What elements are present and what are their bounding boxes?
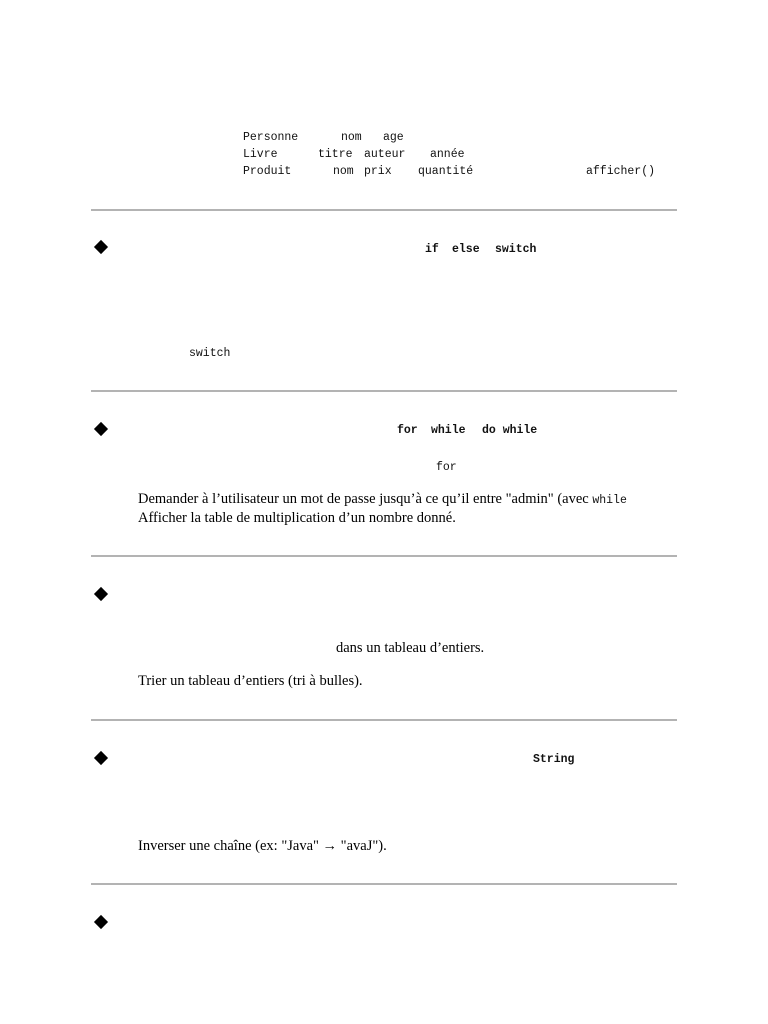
note-for: for <box>436 461 457 474</box>
attr-prix: prix <box>364 165 392 178</box>
keyword-switch: switch <box>495 243 537 256</box>
exercise-password <box>138 491 627 508</box>
bullet-diamond-icon <box>94 587 108 601</box>
divider <box>91 883 677 885</box>
keyword-else: else <box>452 243 480 256</box>
attr-quantite: quantité <box>418 165 474 178</box>
attr-titre: titre <box>318 148 353 161</box>
bullet-diamond-icon <box>94 422 108 436</box>
note-switch: switch <box>189 347 231 360</box>
exercise-bubble-sort: Trier un tableau d’entiers (tri à bulles). <box>138 673 363 689</box>
divider <box>91 390 677 392</box>
exercise-reverse-string: Inverser une chaîne (ex: "Java" → "avaJ"). <box>138 838 387 854</box>
bullet-diamond-icon <box>94 240 108 254</box>
attr-annee: année <box>430 148 465 161</box>
attr-nom: nom <box>341 131 362 144</box>
attr-nom: nom <box>333 165 354 178</box>
bullet-diamond-icon <box>94 751 108 765</box>
attr-age: age <box>383 131 404 144</box>
keyword-if: if <box>425 243 439 256</box>
class-name-produit: Produit <box>243 165 292 178</box>
divider <box>91 719 677 721</box>
method-afficher: afficher() <box>586 165 656 178</box>
class-name-personne: Personne <box>243 131 299 144</box>
exercise-array-search: dans un tableau d’entiers. <box>336 640 485 656</box>
exercise-password-text: Demander à l’utilisateur un mot de passe jusqu’à ce qu’il entre "admin" (avec <box>138 491 593 507</box>
class-name-livre: Livre <box>243 148 278 161</box>
exercise-password-code: while <box>592 494 627 507</box>
divider <box>91 555 677 557</box>
exercise-multiplication: Afficher la table de multiplication d’un nombre donné. <box>138 510 456 526</box>
keyword-string: String <box>533 753 575 766</box>
keyword-for: for <box>397 424 418 437</box>
attr-auteur: auteur <box>364 148 406 161</box>
bullet-diamond-icon <box>94 915 108 929</box>
divider <box>91 209 677 211</box>
keyword-while: while <box>431 424 466 437</box>
keyword-do-while: do while <box>482 424 538 437</box>
